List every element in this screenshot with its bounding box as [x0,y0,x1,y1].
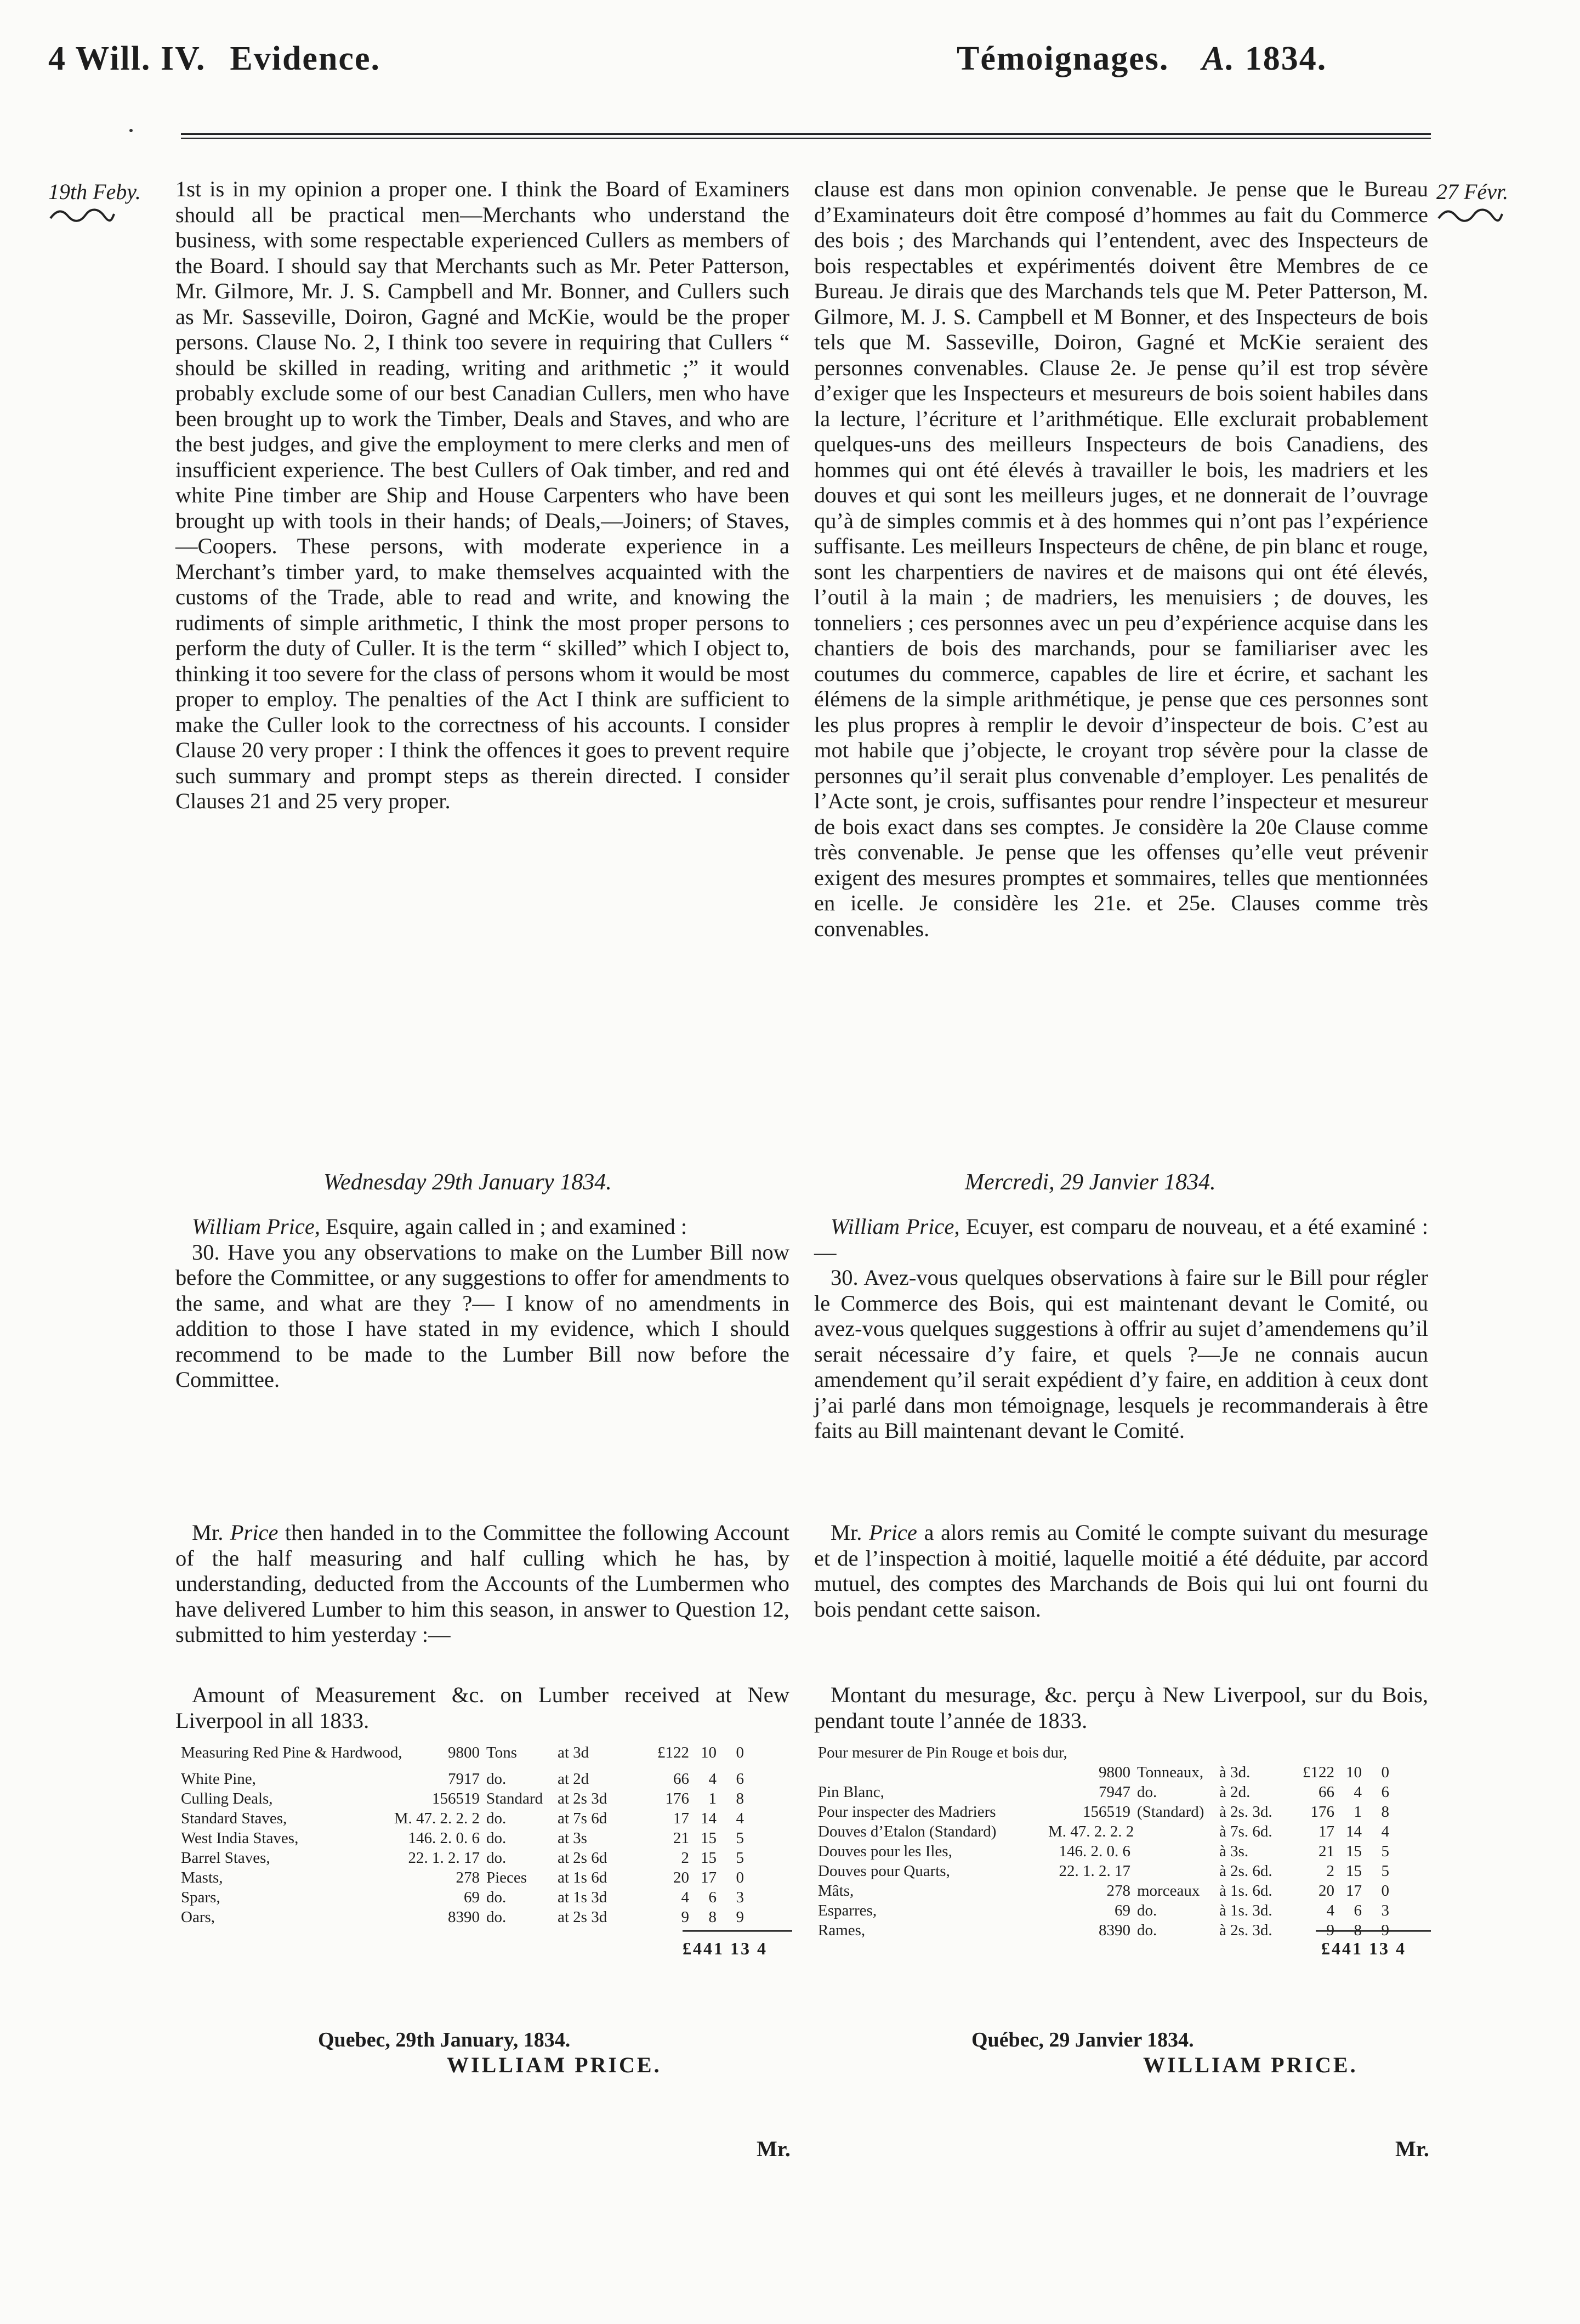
margin-date-english: 19th Feby. [48,179,141,204]
item-unit: do. [486,1770,507,1788]
amount-pounds: 176 [1310,1803,1334,1821]
handed-in-paragraph: Mr. Price a alors remis au Comité le compte suivant du mesurage et de l’inspection à moitié, laquelle moitié a été déduite, par accord mutuel, des comptes des Marchands de Bois qui lui ont fourni du bois pendant cette saison. [814,1520,1428,1622]
account-row [181,1907,795,1927]
item-quantity: 7917 [448,1770,480,1788]
item-unit: Tons [486,1744,517,1761]
sitting-date-french: Mercredi, 29 Janvier 1834. [965,1170,1216,1195]
item-quantity: 146. 2. 0. 6 [408,1829,480,1847]
amount-shillings: 6 [1354,1902,1362,1919]
item-rate: at 3d [558,1744,589,1761]
item-quantity: 69 [1115,1902,1130,1919]
item-unit: do. [486,1810,507,1827]
sitting-date-english: Wednesday 29th January 1834. [323,1170,612,1195]
account-row [181,1848,795,1868]
english-testimony [175,177,789,814]
french-handed-in [814,1520,1428,1622]
amount-pence: 0 [1381,1764,1389,1781]
item-rate: à 1s. 3d. [1219,1902,1272,1919]
amount-pence: 0 [736,1744,744,1761]
item-rate: at 2s 6d [558,1849,607,1867]
english-handed-in [175,1520,789,1648]
english-account-title: Amount of Measurement &c. on Lumber received at New Liverpool in all 1833. [175,1682,789,1733]
account-total: £441 13 4 [683,1938,768,1958]
item-rate: at 2s 3d [558,1908,607,1926]
item-label: Pin Blanc, [818,1783,884,1801]
item-label: Douves pour Quarts, [818,1862,950,1880]
account-row [181,1789,795,1809]
amount-shillings: 10 [701,1744,717,1761]
amount-pounds: 21 [673,1829,689,1847]
account-row [181,1868,795,1887]
item-label: Measuring Red Pine & Hardwood, [181,1744,402,1761]
amount-pounds: 176 [665,1790,689,1807]
item-rate: à 2s. 6d. [1219,1862,1272,1880]
amount-pence: 4 [1381,1823,1389,1840]
item-unit [1130,1841,1219,1861]
item-label: Masts, [181,1869,223,1886]
item-unit: do. [1137,1921,1157,1939]
account-row [818,1782,1426,1802]
account-row [181,1809,795,1828]
account-row [181,1743,795,1769]
item-label: White Pine, [181,1770,256,1788]
account-row [181,1828,795,1848]
amount-shillings: 15 [701,1829,717,1847]
item-quantity: 156519 [1083,1803,1130,1821]
amount-pence: 5 [1381,1843,1389,1860]
amount-pence: 8 [1381,1803,1389,1821]
amount-shillings: 4 [1354,1783,1362,1801]
item-unit [1130,1861,1219,1881]
signature-place-date: Québec, 29 Janvier 1834. [971,2028,1194,2051]
amount-pence: 9 [736,1908,744,1926]
amount-pounds: 9 [681,1908,689,1926]
amount-shillings: 8 [708,1908,717,1926]
amount-shillings: 8 [1354,1921,1362,1939]
item-quantity: M. 47. 2. 2. 2 [1048,1823,1134,1840]
item-quantity: 22. 1. 2. 17 [408,1849,480,1867]
item-label: Douves pour les Iles, [818,1843,952,1860]
amount-pence: 0 [736,1869,744,1886]
amount-shillings: 1 [1354,1803,1362,1821]
amount-shillings: 17 [1346,1882,1362,1900]
signature-name: WILLIAM PRICE. [1143,2053,1358,2077]
witness-name: William Price, [192,1214,320,1239]
item-rate: à 3s. [1219,1843,1249,1860]
testimony-paragraph: 1st is in my opinion a proper one. I think the Board of Examiners should all be practical men—Merchants who understand the business, with some respectable experienced Cullers as members of the Board. I should say that Merchants such as Mr. Peter Patterson, Mr. Gilmore, Mr. J. S. Campbell and Mr. Bonner, and Cullers such as Mr. Sasseville, Doiron, Gagné and McKie, would be the proper persons. Clause No. 2, I think too severe in requiring that Cullers “ should be skilled in reading, writing and arithmetic ;” it would probably exclude some of our best Canadian Cullers, men who have been brought up to work the Timber, Deals and Staves, and who are the best judges, and give the employment to mere clerks and men of insufficient experience. The best Cullers of Oak timber, and red and white Pine timber are Ship and House Carpenters who have been brought up with tools in their hands; of Deals,—Joiners; of Staves, —Coopers. These persons, with moderate experience in a Merchant’s timber yard, to make themselves acquainted with the customs of the Trade, able to read and write, and knowing the rudiments of simple arithmetic, I think the most proper persons to perform the duty of Culler. It is the term “ skilled” which I object to, thinking it too severe for the class of persons whom it would be most proper to employ. The penalties of the Act I think are sufficient to make the Culler look to the correctness of his accounts. I consider Clause 20 very proper : I think the offences it goes to prevent require such summary and prompt steps as therein directed. I consider Clauses 21 and 25 very proper. [175,177,789,813]
signature-place-date: Quebec, 29th January, 1834. [318,2028,571,2051]
amount-pence: 5 [736,1849,744,1867]
account-row [818,1881,1426,1901]
item-rate: à 7s. 6d. [1219,1823,1272,1840]
amount-pence: 9 [1381,1921,1389,1939]
item-quantity: 22. 1. 2. 17 [1059,1862,1130,1880]
amount-pence: 3 [1381,1902,1389,1919]
testimony-paragraph: clause est dans mon opinion convenable. Je pense que le Bureau d’Examinateurs doit être composé d’hommes au fait du Commerce des bois ; des Marchands qui l’entendent, avec des Inspecteurs de bois respectables et expérimentés doivent être Membres de ce Bureau. Je dirais que des Marchands tels que M. Peter Patterson, M. Gilmore, M. J. S. Campbell et M Bonner, et des Inspecteurs de bois tels que M. Sasseville, Doiron, Gagné et McKie seraient des personnes convenables. Clause 2e. Je pense qu’il est trop sévère d’exiger que les Inspecteurs et mesureurs de bois soient habiles dans la lecture, l’écriture et l’arithmétique. Elle exclurait probablement quelques-uns des meilleurs Inspecteurs de bois Canadiens, des hommes qui ont été élevés à travailler le bois, les madriers et les douves et qui sont les meilleurs juges, et ne donnerait de l’ouvrage qu’à de simples commis et à des hommes qui n’ont pas l’expérience suffisante. Les meilleurs Inspecteurs de chêne, de pin blanc et rouge, sont les charpentiers de navires et de maisons qui ont été élevés, l’outil à la main ; de madriers, les menuisiers ; de douves, les tonneliers ; ces personnes avec un peu d’expérience acquise dans les chantiers de bois des marchands, pour se familiariser avec les coutumes du commerce, capables de lire et écrire, et sachant les élémens de la simple arithmétique, je pense que ces personnes sont les plus propres à remplir le devoir d’inspecteur de bois. C’est au mot habile que j’objecte, le croyant trop sévère pour la classe de personnes qu’il serait plus convenable d’employer. Les penalités de l’Acte sont, je crois, suffisantes pour rendre l’inspecteur et mesureur de bois exact dans ses comptes. Je considère la 20e Clause comme très convenable. Je pense que les offenses qu’elle veut prévenir exigent des mesures promptes et sommaires, telles que mentionnées en icelle. Je considère les 21e. et 25e. Clauses comme très convenables. [814,177,1428,941]
item-unit: do. [1137,1902,1157,1919]
page-year: 1834. [1244,40,1327,77]
item-unit: Pieces [486,1869,527,1886]
item-quantity: 8390 [1099,1921,1130,1939]
account-row [818,1861,1426,1881]
header-rule-thin [181,138,1431,139]
item-rate: à 2d. [1219,1783,1251,1801]
running-head-right [957,39,1327,78]
amount-shillings: 15 [1346,1843,1362,1860]
amount-pounds: £122 [657,1744,689,1761]
amount-pence: 0 [1381,1882,1389,1900]
item-quantity: M. 47. 2. 2. 2 [394,1810,480,1827]
amount-pence: 6 [736,1770,744,1788]
amount-shillings: 17 [701,1869,717,1886]
item-unit: morceaux [1137,1882,1200,1900]
account-row [818,1762,1426,1782]
account-row [181,1769,795,1789]
amount-pounds: 17 [1318,1823,1334,1840]
item-label: Esparres, [818,1902,877,1919]
account-head: Pour mesurer de Pin Rouge et bois dur, [818,1744,1067,1761]
item-rate: à 1s. 6d. [1219,1882,1272,1900]
catchword: Mr. [1395,2136,1429,2161]
amount-pence: 5 [736,1829,744,1847]
total-rule [1316,1930,1431,1932]
amount-pounds: 66 [673,1770,689,1788]
amount-pence: 6 [1381,1783,1389,1801]
amount-shillings: 15 [701,1849,717,1867]
amount-shillings: 1 [708,1790,717,1807]
amount-pounds: 2 [1326,1862,1334,1880]
account-row [181,1887,795,1907]
amount-pounds: 21 [1318,1843,1334,1860]
item-quantity: 8390 [448,1908,480,1926]
item-label: Mâts, [818,1882,854,1900]
signature-name: WILLIAM PRICE. [447,2053,662,2077]
running-head-left [48,39,380,78]
item-quantity: 278 [456,1869,480,1886]
item-quantity: 146. 2. 0. 6 [1059,1843,1130,1860]
amount-pounds: 2 [681,1849,689,1867]
item-rate: at 2s 3d [558,1790,607,1807]
margin-date-french: 27 Févr. [1436,179,1509,204]
question-30: 30. Have you any observations to make on the Lumber Bill now before the Committee, or any suggestions to offer for amendments to the same, and what are they ?— I know of no amendments in addition to those I have stated in my evidence, which I should recommend to be made to the Lumber Bill now before the Committee. [175,1239,789,1392]
total-rule [683,1930,792,1932]
amount-pounds: 20 [1318,1882,1334,1900]
item-unit: Standard [486,1790,543,1807]
amount-pounds: 66 [1318,1783,1334,1801]
item-quantity: 69 [464,1889,480,1906]
amount-pounds: 4 [681,1889,689,1906]
item-rate: à 2s. 3d. [1219,1803,1272,1821]
amount-pounds: 9 [1326,1921,1334,1939]
account-row [818,1822,1426,1841]
english-account-table [181,1743,795,1927]
item-unit: do. [486,1889,507,1906]
amount-shillings: 10 [1346,1764,1362,1781]
catchword: Mr. [757,2136,791,2161]
item-label: Rames, [818,1921,866,1939]
item-rate: at 7s 6d [558,1810,607,1827]
item-label: Oars, [181,1908,215,1926]
item-unit [1130,1822,1219,1841]
amount-pence: 4 [736,1810,744,1827]
amount-shillings: 4 [708,1770,717,1788]
item-unit: do. [486,1829,507,1847]
item-rate: at 1s 6d [558,1869,607,1886]
item-label: Spars, [181,1889,220,1906]
account-row [818,1901,1426,1920]
french-account-title: Montant du mesurage, &c. perçu à New Liverpool, sur du Bois, pendant toute l’année de 1833. [814,1682,1428,1733]
item-rate: at 2d [558,1770,589,1788]
amount-shillings: 15 [1346,1862,1362,1880]
item-label: Culling Deals, [181,1790,273,1807]
item-quantity: 9800 [1099,1764,1130,1781]
english-examination [175,1214,789,1393]
french-testimony [814,177,1428,942]
item-label [818,1762,1048,1782]
item-unit: do. [486,1849,507,1867]
item-quantity: 9800 [448,1744,480,1761]
witness-intro: William Price, Ecuyer, est comparu de nouveau, et a été examiné :— [814,1214,1428,1265]
regnal-year: 4 Will. IV. [48,40,206,77]
amount-pounds: £122 [1303,1764,1334,1781]
witness-name: William Price, [831,1214,960,1239]
item-rate: à 2s. 3d. [1219,1921,1272,1939]
item-quantity: 278 [1106,1882,1130,1900]
french-account-table [818,1743,1426,1940]
ornament-swash-icon [49,208,115,224]
item-label: Barrel Staves, [181,1849,270,1867]
account-row [818,1841,1426,1861]
item-quantity: 156519 [432,1790,480,1807]
header-rule [181,133,1431,135]
witness-intro: William Price, Esquire, again called in ; and examined : [192,1214,687,1239]
amount-pence: 8 [736,1790,744,1807]
amount-pence: 3 [736,1889,744,1906]
amount-pounds: 4 [1326,1902,1334,1919]
item-rate: at 1s 3d [558,1889,607,1906]
item-rate: at 3s [558,1829,587,1847]
amount-pounds: 17 [673,1810,689,1827]
item-unit: do. [1137,1783,1157,1801]
section-title-french: Témoignages. [957,40,1169,77]
item-label: West India Staves, [181,1829,299,1847]
item-unit: (Standard) [1137,1803,1204,1821]
handed-in-paragraph: Mr. Price then handed in to the Committee the following Account of the half measuring and half culling which he has, by understanding, deducted from the Accounts of the Lumbermen who have delivered Lumber to him this season, in answer to Question 12, submitted to him yesterday :— [175,1520,790,1647]
item-unit: do. [486,1908,507,1926]
amount-pounds: 20 [673,1869,689,1886]
ink-dot [129,129,133,132]
amount-shillings: 6 [708,1889,717,1906]
ornament-swash-icon [1437,208,1503,224]
amount-shillings: 14 [701,1810,717,1827]
french-examination [814,1214,1428,1444]
section-title-english: Evidence. [230,40,380,77]
item-unit: Tonneaux, [1137,1764,1204,1781]
item-label: Douves d’Etalon (Standard) [818,1823,997,1840]
item-label: Standard Staves, [181,1810,287,1827]
question-30: 30. Avez-vous quelques observations à faire sur le Bill pour régler le Commerce des Bois, qui est maintenant devant le Comité, ou avez-vous quelques suggestions à offrir au sujet d’amendemens qu’il serait nécessaire d’y faire, et quels ?—Je ne connais aucun amendement qu’il serait expédient d’y faire, en addition à ceux dont j’ai parlé dans mon témoignage, lesquels je recommanderais à être faits au Bill maintenant devant le Comité. [814,1265,1428,1443]
item-label: Pour inspecter des Madriers [818,1803,996,1821]
item-rate: à 3d. [1219,1764,1251,1781]
appendix-letter: A. [1202,40,1236,77]
account-row [818,1802,1426,1822]
amount-pence: 5 [1381,1862,1389,1880]
account-total: £441 13 4 [1321,1938,1406,1958]
item-quantity: 7947 [1099,1783,1130,1801]
amount-shillings: 14 [1346,1823,1362,1840]
